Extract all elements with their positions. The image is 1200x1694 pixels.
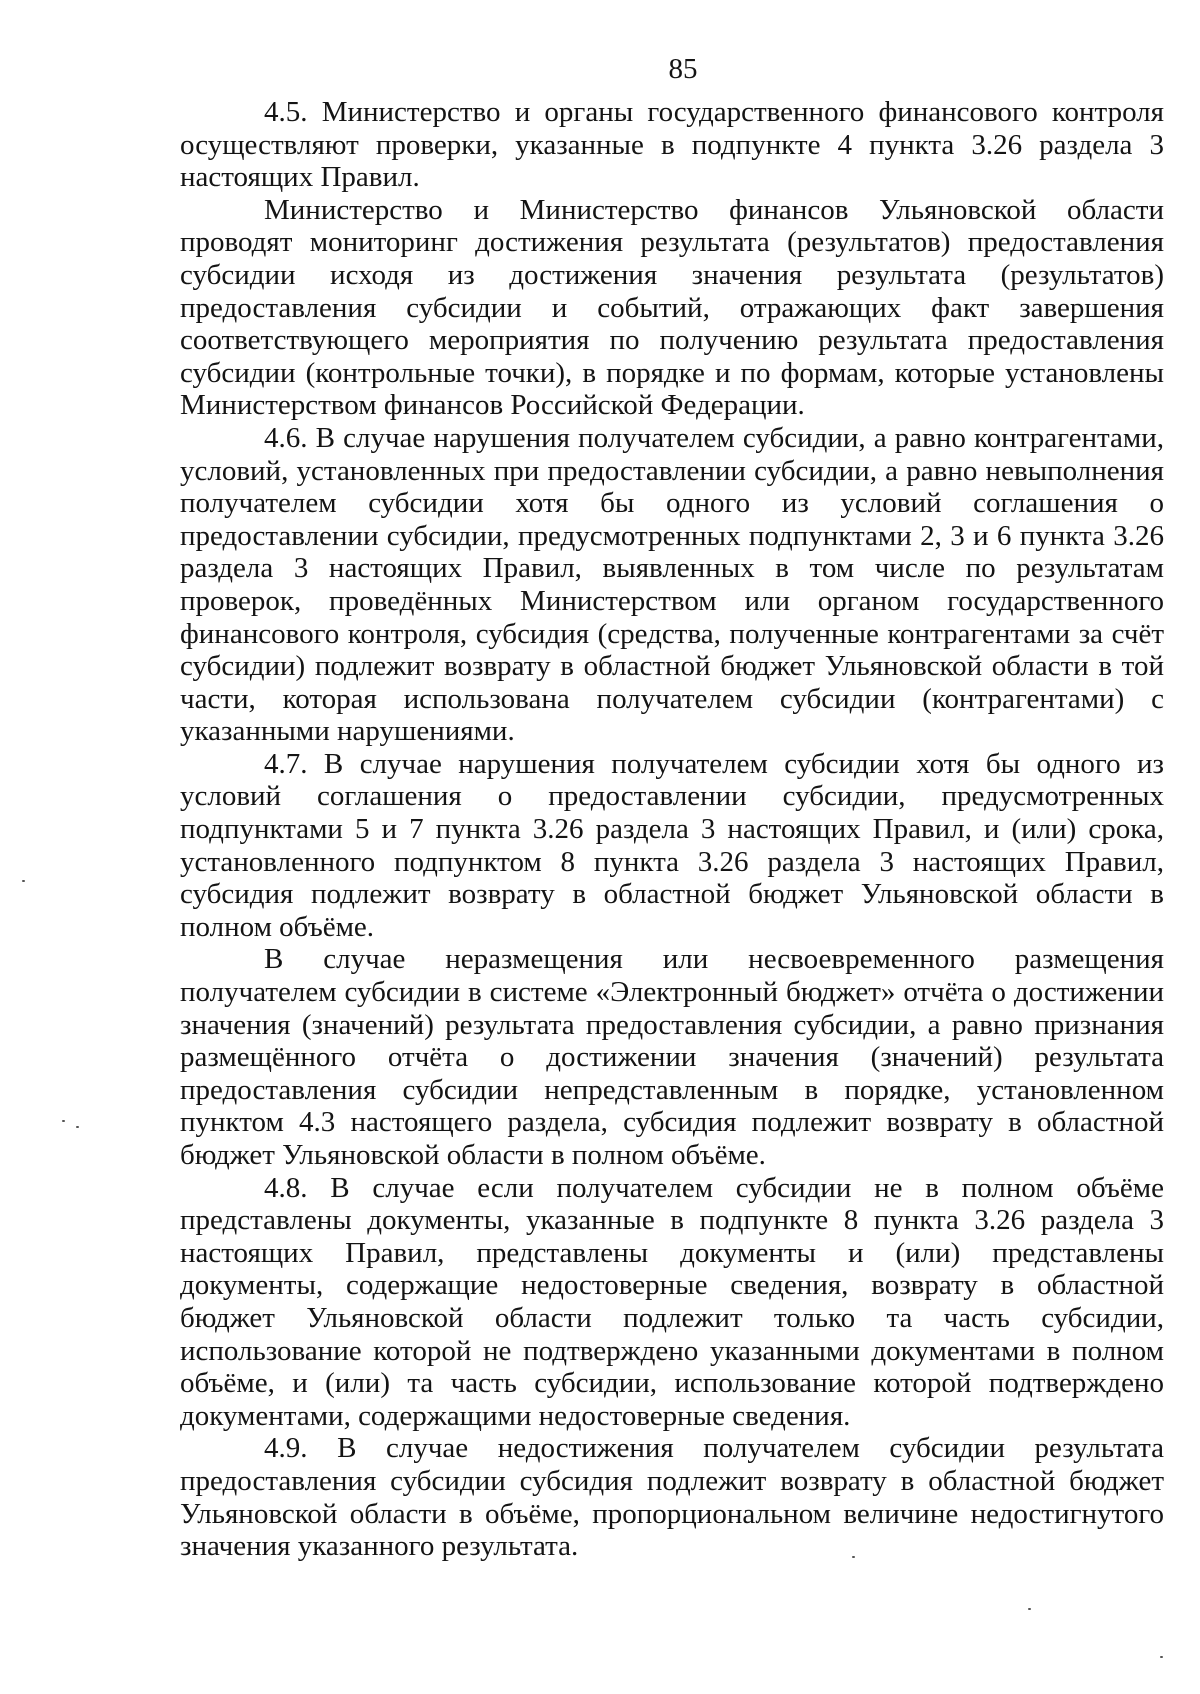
paragraph-report-placement: В случае неразмещения или несвоевременного размещения получателем субсидии в системе «Электронный бюджет» отчёта о достижении значения (значений) результата предоставления субсидии, а равно признания размещённого отчёта о достижении значения (значений) результата предоставления субсидии непредставленным в порядке, установленном пунктом 4.3 настоящего раздела, субсидия подлежит возврату в областной бюджет Ульяновской области в полном объёме. (180, 943, 1164, 1171)
paragraph-4-8: 4.8. В случае если получателем субсидии не в полном объёме представлены документы, указанные в подпункте 8 пункта 3.26 раздела 3 настоящих Правил, представлены документы и (или) представлены документы, содержащие недостоверные сведения, возврату в областной бюджет Ульяновской области подлежит только та часть субсидии, использование которой не подтверждено указанными документами в полном объёме, и (или) та часть субсидии, использование которой подтверждено документами, содержащими недостоверные сведения. (180, 1171, 1164, 1432)
scan-speck (852, 1556, 855, 1558)
paragraph-4-5: 4.5. Министерство и органы государственного финансового контроля осуществляют проверки, указанные в подпункте 4 пункта 3.26 раздела 3 настоящих Правил. (180, 96, 1164, 194)
scan-speck (22, 880, 25, 882)
scan-speck (76, 1126, 79, 1128)
paragraph-4-7: 4.7. В случае нарушения получателем субсидии хотя бы одного из условий соглашения о предоставлении субсидии, предусмотренных подпунктами 5 и 7 пункта 3.26 раздела 3 настоящих Правил, и (или) срока, установленного подпунктом 8 пункта 3.26 раздела 3 настоящих Правил, субсидия подлежит возврату в областной бюджет Ульяновской области в полном объёме. (180, 747, 1164, 943)
scan-speck (1160, 1656, 1163, 1658)
scan-speck (1028, 1608, 1031, 1610)
paragraph-monitoring: Министерство и Министерство финансов Ульяновской области проводят мониторинг достижения результата (результатов) предоставления субсидии исходя из достижения значения результата (результатов) предоставления субсидии и событий, отражающих факт завершения соответствующего мероприятия по получению результата предоставления субсидии (контрольные точки), в порядке и по формам, которые установлены Министерством финансов Российской Федерации. (180, 193, 1164, 422)
paragraph-4-6: 4.6. В случае нарушения получателем субсидии, а равно контрагентами, условий, установленных при предоставлении субсидии, а равно невыполнения получателем субсидии хотя бы одного из условий соглашения о предоставлении субсидии, предусмотренных подпунктами 2, 3 и 6 пункта 3.26 раздела 3 настоящих Правил, выявленных в том числе по результатам проверок, проведённых Министерством или органом государственного финансового контроля, субсидия (средства, полученные контрагентами за счёт субсидии) подлежит возврату в областной бюджет Ульяновской области в той части, которая использована получателем субсидии (контрагентами) с указанными нарушениями. (180, 421, 1164, 748)
document-body (180, 96, 1164, 1563)
paragraph-4-9: 4.9. В случае недостижения получателем субсидии результата предоставления субсидии субсидия подлежит возврату в областной бюджет Ульяновской области в объёме, пропорциональном величине недостигнутого значения указанного результата. (180, 1432, 1164, 1563)
page-number: 85 (668, 53, 698, 85)
scan-speck (62, 1120, 65, 1122)
